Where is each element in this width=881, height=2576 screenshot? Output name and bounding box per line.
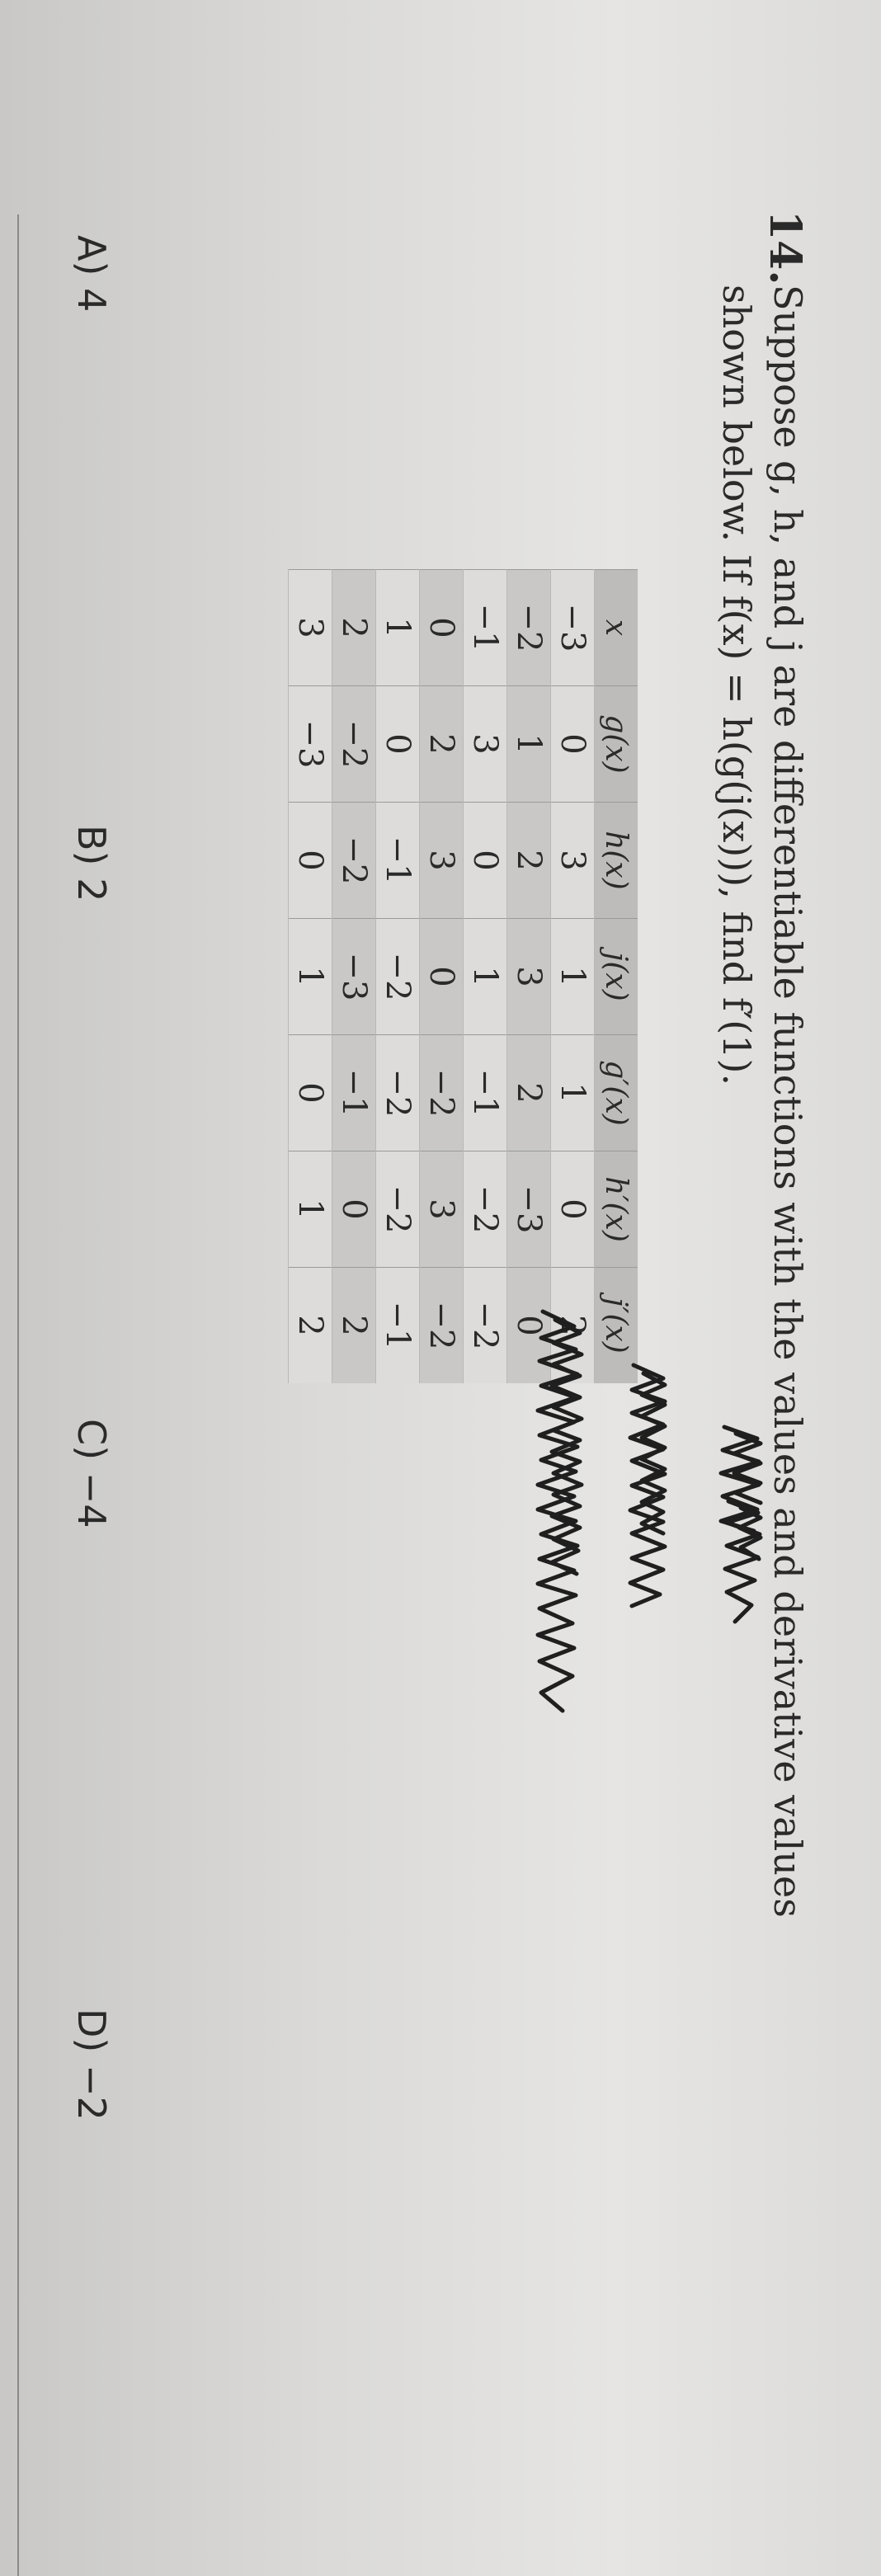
table-cell: −3 (551, 570, 595, 686)
table-cell: −2 (376, 1151, 420, 1268)
choice-b-label: B) (69, 825, 114, 866)
table-cell: −2 (376, 1035, 420, 1151)
table-cell: −2 (332, 686, 376, 803)
table-cell: −1 (464, 570, 507, 686)
table-cell: 2 (420, 686, 464, 803)
table-cell: 0 (464, 803, 507, 919)
table-cell: 0 (376, 686, 420, 803)
table-cell: 0 (289, 803, 332, 919)
table-cell: 3 (420, 1151, 464, 1268)
choice-c-value: −4 (69, 1472, 114, 1528)
table-cell: −2 (464, 1151, 507, 1268)
header-x: x (595, 570, 638, 686)
table-cell: −1 (376, 1268, 420, 1384)
table-cell: 1 (289, 919, 332, 1035)
question-text-line-1: Suppose g, h, and j are differentiable functions with the values and derivative values (766, 285, 810, 1918)
table-cell: 3 (420, 803, 464, 919)
table-cell: −2 (376, 919, 420, 1035)
table-cell: 2 (507, 803, 551, 919)
table-cell: 3 (551, 803, 595, 919)
question-text-line-2: shown below. If f(x) = h(g(j(x))), find f′(1). (714, 285, 759, 1086)
table-cell: 1 (551, 1035, 595, 1151)
table-cell: −2 (420, 1035, 464, 1151)
header-h: h(x) (595, 803, 638, 919)
table-cell: −3 (289, 686, 332, 803)
table-cell: −1 (464, 1035, 507, 1151)
table-cell: 0 (289, 1035, 332, 1151)
table-cell: 1 (507, 686, 551, 803)
choice-b-value: 2 (69, 878, 114, 902)
header-g: g(x) (595, 686, 638, 803)
table-cell: 0 (551, 1151, 595, 1268)
table-cell: 1 (551, 919, 595, 1035)
header-j: j(x) (595, 919, 638, 1035)
choice-c-label: C) (69, 1419, 114, 1461)
question-number: 14. (760, 210, 810, 285)
table-cell: 2 (332, 1268, 376, 1384)
table-cell: 2 (289, 1268, 332, 1384)
table-cell: 1 (376, 570, 420, 686)
table-cell: 0 (332, 1151, 376, 1268)
table-cell: −2 (464, 1268, 507, 1384)
table-cell: −1 (376, 803, 420, 919)
table-cell: 2 (507, 1035, 551, 1151)
table-cell: 1 (289, 1151, 332, 1268)
table-cell: 0 (420, 919, 464, 1035)
table-cell: 3 (507, 919, 551, 1035)
table-cell: −1 (332, 1035, 376, 1151)
table-cell: 0 (507, 1268, 551, 1384)
table-cell: 3 (464, 686, 507, 803)
table-cell: −3 (507, 1151, 551, 1268)
table-cell: −2 (420, 1268, 464, 1384)
header-h-prime: h′(x) (595, 1151, 638, 1268)
header-j-prime: j′(x) (595, 1268, 638, 1384)
table-cell: 0 (551, 686, 595, 803)
table-cell: 2 (332, 570, 376, 686)
table-cell: −2 (332, 803, 376, 919)
table-cell: −2 (507, 570, 551, 686)
header-g-prime: g′(x) (595, 1035, 638, 1151)
choice-d-value: −2 (69, 2065, 114, 2121)
choice-a-value: 4 (69, 288, 114, 313)
table-cell: 1 (464, 919, 507, 1035)
table-cell: 3 (289, 570, 332, 686)
choice-a-label: A) (69, 235, 114, 276)
table-cell: 2 (551, 1268, 595, 1384)
choice-d-label: D) (69, 2009, 114, 2053)
table-cell: −3 (332, 919, 376, 1035)
table-cell: 0 (420, 570, 464, 686)
